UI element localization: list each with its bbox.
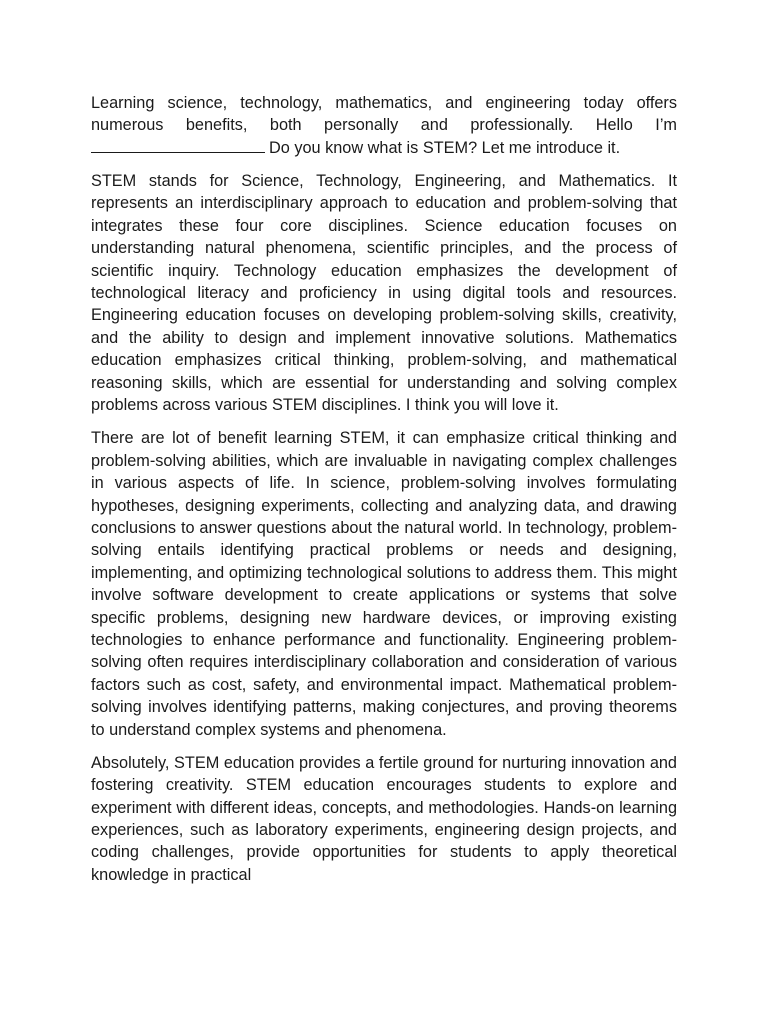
intro-paragraph <box>91 92 677 159</box>
name-blank-line <box>91 137 265 153</box>
document-page <box>91 92 677 897</box>
stem-benefits-paragraph: There are lot of benefit learning STEM, it can emphasize critical thinking and problem-solving abilities, which are invaluable in navigating complex challenges in various aspects of life. In science, problem-solving involves formulating hypotheses, designing experiments, collecting and analyzing data, and drawing conclusions to answer questions about the natural world. In technology, problem-solving entails identifying practical problems or needs and designing, implementing, and optimizing technological solutions to address them. This might involve software development to create applications or systems that solve specific problems, designing new hardware devices, or improving existing technologies to enhance performance and functionality. Engineering problem-solving often requires interdisciplinary collaboration and consideration of various factors such as cost, safety, and environmental impact. Mathematical problem-solving involves identifying patterns, making conjectures, and proving theorems to understand complex systems and phenomena. <box>91 429 677 739</box>
stem-innovation-paragraph: Absolutely, STEM education provides a fertile ground for nurturing innovation and fostering creativity. STEM education encourages students to explore and experiment with different ideas, concepts, and methodologies. Hands-on learning experiences, such as laboratory experiments, engineering design projects, and coding challenges, provide opportunities for students to apply theoretical knowledge in practical <box>91 753 677 884</box>
intro-question-text: Do you know what is STEM? Let me introduce it. <box>269 138 621 157</box>
intro-text: Learning science, technology, mathematics, and engineering today offers numerous benefits, both personally and professionally. Hello I’m <box>91 94 677 135</box>
stem-definition-paragraph: STEM stands for Science, Technology, Engineering, and Mathematics. It represents an interdisciplinary approach to education and problem-solving that integrates these four core disciplines. Science education focuses on understanding natural phenomena, scientific principles, and the process of scientific inquiry. Technology education emphasizes the development of technological literacy and proficiency in using digital tools and resources. Engineering education focuses on developing problem-solving skills, creativity, and the ability to design and implement innovative solutions. Mathematics education emphasizes critical thinking, problem-solving, and mathematical reasoning skills, which are essential for understanding and solving complex problems across various STEM disciplines. I think you will love it. <box>91 172 677 415</box>
